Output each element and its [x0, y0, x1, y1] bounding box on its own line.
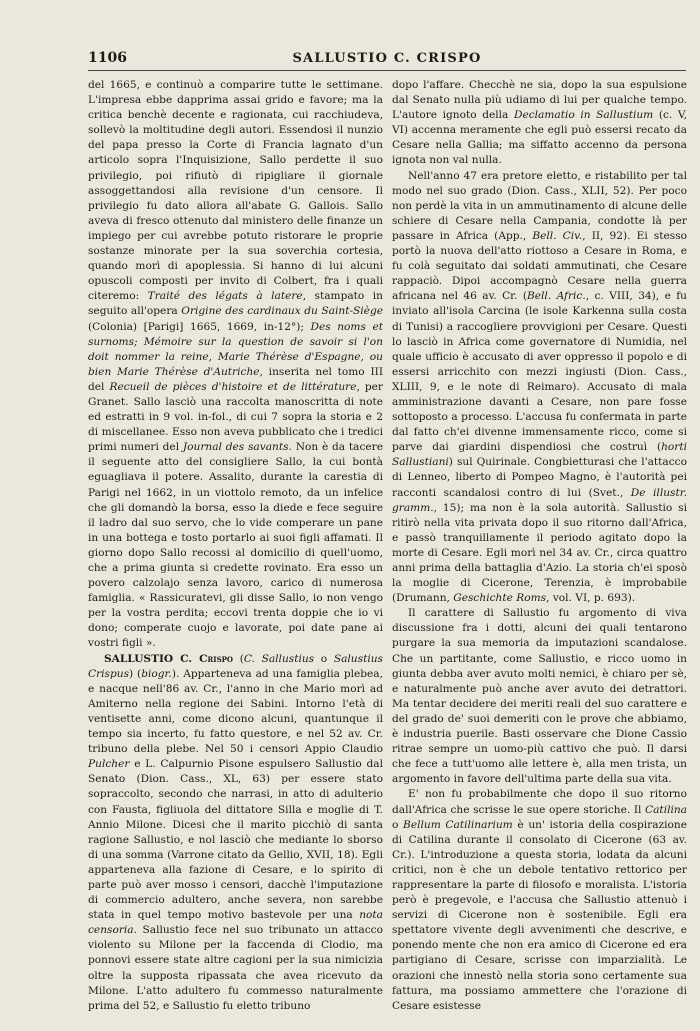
page-number: 1106: [88, 50, 127, 66]
right-column: [392, 78, 687, 1014]
entry-sallustio: SALLUSTIO C. Crispo (C. Sallustius o Salustius Crispus) (biogr.). Apparteneva ad una famiglia plebea, e nacque nell'86 av. Cr., l'anno in che Mario morì ad Amiterno nella regione dei Sabini. Intorno l'età di ventisette anni, come dicono alcuni, quantunque il tempo sia incerto, fu fatto questore, e nel 52 av. Cr. tribuno della plebe. Nel 50 i censori Appio Claudio Pulcher e L. Calpurnio Pisone espulsero Sallustio dal Senato (Dion. Cass., XL, 63) per essere stato sopraccolto, secondo che narrasi, in atto di adulterio con Fausta, figliuola del dittatore Silla e moglie di T. Annio Milone. Dicesi che il marito picchiò di santa ragione Sallustio, e nol lasciò che mediante lo sborso di una somma (Varrone citato da Gellio, XVII, 18). Egli apparteneva alla fazione di Cesare, e lo spirito di parte può aver mosso i censori, dacchè l'imputazione di commercio adultero, anche severa, non sarebbe stata in quel tempo motivo bastevole per una nota censoria. Sallustio fece nel suo tribunato un attacco violento su Milone per la faccenda di Clodio, ma ponnovi essere state altre cagioni per la sua nimicizia oltre la supposta ripassata che avea ricevuto da Milone. L'atto adultero fu commesso naturalmente prima del 52, e Sallustio fu eletto tribuno: [88, 652, 383, 1012]
left-column: [88, 78, 383, 1014]
entry-headword: SALLUSTIO C. Crispo: [104, 652, 234, 665]
paragraph-pretore: Nell'anno 47 era pretore eletto, e ristabilito per tal modo nel suo grado (Dion. Cass., XLII, 52). Per poco non perdè la vita in un ammutinamento di alcune delle schiere di Cesare nella Campania, condotte là per passare in Africa (App., Bell. Civ., II, 92). Ei stesso portò la nuova dell'atto riottoso a Cesare in Roma, e fu colà seguitato dai soldati ammutinati, che Cesare rappaciò. Dipoi accompagnò Cesare nella guerra africana nel 46 av. Cr. (Bell. Afric., c. VIII, 34), e fu inviato all'isola Carcina (le isole Karkenna sulla costa di Tunisi) a raccogliere provvigioni per Cesare. Questi lo lasciò in Africa come governatore di Numidia, nel quale ufficio è accusato di aver oppresso il popolo e di essersi arricchito con mezzi ingiusti (Dion. Cass., XLIII, 9, e le note di Reimaro). Accusato di mala amministrazione davanti a Cesare, non pare fosse sottoposto a processo. L'accusa fu confermata in parte dal fatto ch'ei divenne immensamente ricco, come si parve dai giardini dispendiosi che costruì (horti Sallustiani) sul Quirinale. Congbietturasi che l'attacco di Lenneo, liberto di Pompeo Magno, è l'autorità pei racconti scandalosi contro di lui (Svet., De illustr. gramm., 15); ma non è la sola autorità. Sallustio si ritirò nella vita privata dopo il suo ritorno dall'Africa, e passò tranquillamente il periodo agitato dopo la morte di Cesare. Egli morì nel 34 av. Cr., circa quattro anni prima della battaglia d'Azio. La storia ch'ei sposò la moglie di Cicerone, Terenzia, è improbabile (Drumann, Geschichte Roms, vol. VI, p. 693).: [392, 169, 688, 605]
running-head: SALLUSTIO C. CRISPO: [292, 51, 482, 66]
paragraph-carattere: Il carattere di Sallustio fu argomento di viva discussione fra i dotti, alcuni dei quali tentarono purgare la sua memoria da imputazioni scandalose. Che un partitante, come Sallustio, e ricco uomo in giunta debba aver avuto molti nemici, è chiaro per sè, e naturalmente può anche aver avuto dei detrattori. Ma tentar decidere dei meriti reali del suo carattere e del grado de' suoi demeriti con le prove che abbiamo, è industria puerile. Basti osservare che Dione Cassio ritrae sempre un uomo-più cattivo che può. Il darsi che fece a tutt'uomo alle lettere è, alla men trista, un argomento in favore dell'ultima parte della sua vita.: [392, 607, 687, 786]
paragraph-opere: E' non fu probabilmente che dopo il suo ritorno dall'Africa che scrisse le sue opere storiche. Il Catilina o Bellum Catilinarium è un' istoria della cospirazione di Catilina durante il consolato di Cicerone (63 av. Cr.). L'introduzione a questa storia, lodata da alcuni critici, non è che un debole tentativo rettorico per rappresentare la parte di filosofo e moralista. L'istoria però è pregevole, e l'accusa che Sallustio attenuò i servizi di Cicerone non è sostenibile. Egli era spettatore vivente degli avvenimenti che descrive, e ponendo mente che non era amico di Cicerone ed era partigiano di Cesare, scrisse con imparzialità. Le orazioni che innestò nella storia sono certamente sua fattura, ma possiamo ammettere che l'orazione di Cesare esistesse: [392, 788, 687, 1012]
paragraph-continuation: dopo l'affare. Checchè ne sia, dopo la sua espulsione dal Senato nulla più udiamo di lui per qualche tempo. L'autore ignoto della Declamatio in Sallustium (c. V, VI) accenna meramente che egli può essersi recato da Cesare nella Gallia; ma siffatto accenno da persona ignota non val nulla.: [392, 79, 687, 167]
paragraph-sallo-end: del 1665, e continuò a comparire tutte le settimane. L'impresa ebbe dapprima assai grido e favore; ma la critica benchè decente e ragionata, cui racchiudeva, sollevò la moltitudine degli autori. Essendosi il nunzio del papa presso la Corte di Francia lagnato d'un articolo sopra l'Inquisizione, Sallo perdette il suo privilegio, poi rifiutò di ripigliare il giornale assoggettandosi alla revisione d'un censore. Il privilegio fu dato allora all'abate G. Gallois. Sallo aveva di fresco ottenuto dal ministero delle finanze un impiego per cui avrebbe potuto ristorare le proprie sostanze minorate per la sua soverchia cortesia, quando morì di apoplessia. Si hanno di lui alcuni opuscoli composti per invito di Colbert, fra i quali citeremo: Traité des légats à latere, stampato in seguito all'opera Origine des cardinaux du Saint-Siège (Colonia) [Parigi] 1665, 1669, in-12°); Des noms et surnoms; Mémoire sur la question de savoir si l'on doit nommer la reine, Marie Thérèse d'Espagne, ou bien Marie Thérèse d'Autriche, inserita nel tomo III del Recueil de pièces d'histoire et de littérature, per Granet. Sallo lasciò una raccolta manoscritta di note ed estratti in 9 vol. in-fol., di cui 7 sopra la storia e 2 di miscellanee. Esso non aveva pubblicato che i tredici primi numeri del Journal des savants. Non è da tacere il seguente atto del consigliere Sallo, la cui bontà eguagliava il potere. Assalito, durante la carestia di Parigi nel 1662, in un viottolo remoto, da un infelice che gli domandò la borsa, esso la diede e fece seguire il ladro dal suo servo, che lo vide comperare un pane in una bottega e tosto portarlo ai suoi figli affamati. Il giorno dopo Sallo recossi al domicilio di quell'uomo, che a prima giunta si credette rovinato. Era esso un povero calzolajo senza lavoro, carico di numerosa famiglia. « Rassicuratevi, gli disse Sallo, io non vengo per la vostra perdita; eccovi trenta doppie che io vi dono; comperate cuojo e lavorate, poi date pane ai vostri figli ».: [88, 79, 383, 650]
page-header: [88, 50, 686, 71]
